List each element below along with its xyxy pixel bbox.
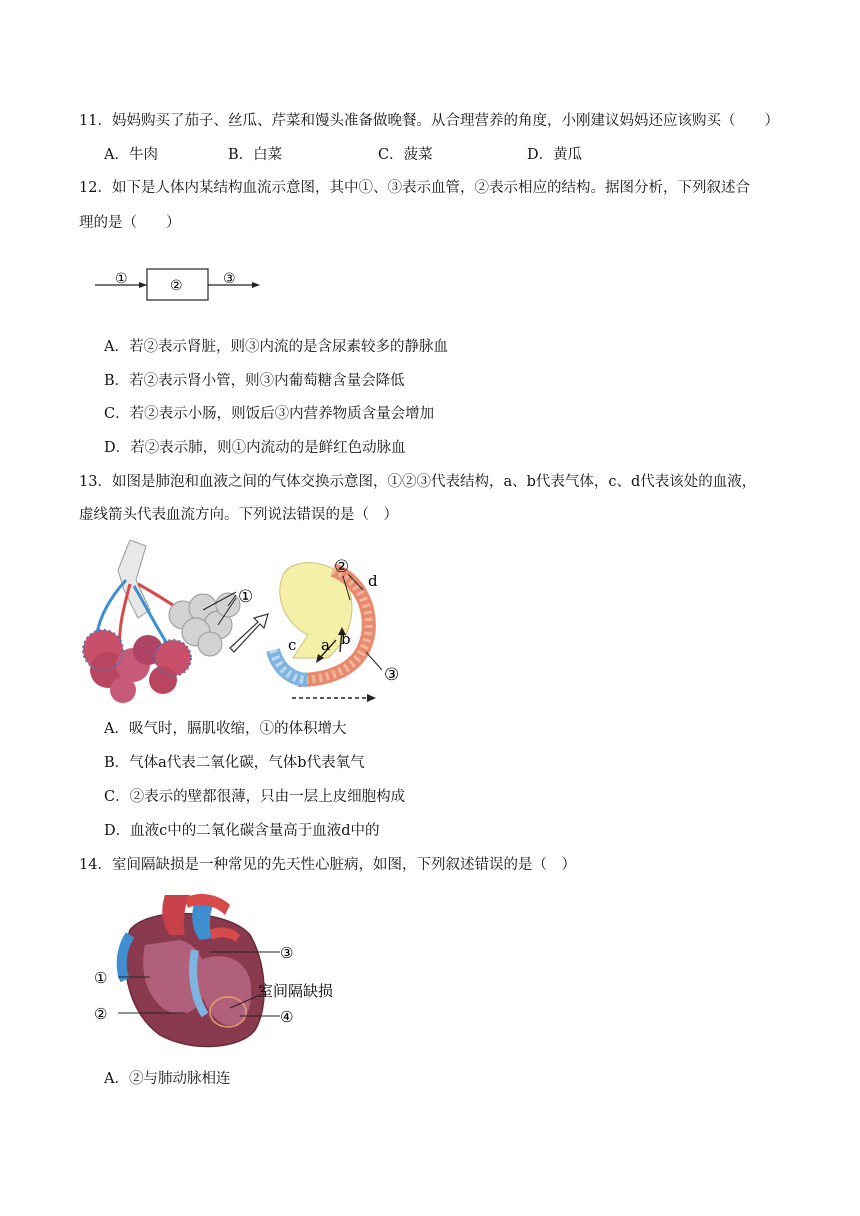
label-2: ② bbox=[94, 1005, 108, 1023]
alveoli-clusters bbox=[83, 630, 191, 703]
label-d: d bbox=[368, 572, 378, 590]
flow-arrow-icon bbox=[367, 694, 376, 702]
label-1: ① bbox=[238, 587, 254, 607]
q12-blood-flow-diagram bbox=[95, 262, 265, 302]
label-b: b bbox=[341, 630, 351, 648]
q12-option-d: D．若②表示肺，则①内流动的是鲜红色动脉血 bbox=[104, 440, 406, 456]
q13-gas-exchange-figure bbox=[78, 540, 418, 710]
label-4: ④ bbox=[280, 1008, 294, 1026]
q12-option-b: B．若②表示肾小管，则③内葡萄糖含量会降低 bbox=[104, 373, 405, 389]
q11-option-d: D．黄瓜 bbox=[527, 147, 583, 163]
q14-heart-figure bbox=[90, 890, 350, 1052]
label-1: ① bbox=[115, 271, 128, 287]
q11-option-c: C．菠菜 bbox=[378, 147, 433, 163]
q11-option-a: A．牛肉 bbox=[104, 147, 158, 163]
label-1: ① bbox=[94, 969, 108, 987]
q11-option-b: B．白菜 bbox=[228, 147, 283, 163]
q12-option-a: A．若②表示肾脏，则③内流的是含尿素较多的静脉血 bbox=[104, 339, 448, 355]
label-2: ② bbox=[334, 557, 350, 577]
heart-illustration bbox=[122, 894, 264, 1046]
arrow-out-icon bbox=[252, 282, 260, 288]
q14-option-a: A．②与肺动脉相连 bbox=[104, 1071, 231, 1087]
label-2: ② bbox=[170, 278, 183, 294]
label-defect: 室间隔缺损 bbox=[258, 982, 334, 1000]
q12-option-c: C．若②表示小肠，则饭后③内营养物质含量会增加 bbox=[104, 406, 435, 422]
label-3: ③ bbox=[223, 271, 236, 287]
q12-stem-line2: 理的是（ ） bbox=[79, 215, 181, 231]
q13-option-b: B．气体a代表二氧化碳，气体b代表氧气 bbox=[104, 755, 365, 771]
label-3: ③ bbox=[280, 944, 294, 962]
q13-stem-line1: 13．如图是肺泡和血液之间的气体交换示意图，①②③代表结构，a、b代表气体，c、d代表该处的血液， bbox=[79, 474, 757, 490]
q13-option-a: A．吸气时，膈肌收缩，①的体积增大 bbox=[104, 721, 347, 737]
zoom-arrow-icon bbox=[230, 614, 268, 652]
q13-stem-line2: 虚线箭头代表血流方向。下列说法错误的是（ ） bbox=[79, 507, 398, 523]
q13-option-d: D．血液c中的二氧化碳含量高于血液d中的 bbox=[104, 823, 380, 839]
label-3: ③ bbox=[384, 665, 400, 685]
arrow-in-icon bbox=[139, 282, 147, 288]
label-c: c bbox=[288, 636, 297, 654]
q12-stem-line1: 12．如下是人体内某结构血流示意图，其中①、③表示血管，②表示相应的结构。据图分析，下列叙述合 bbox=[79, 180, 750, 196]
q13-option-c: C．②表示的壁都很薄，只由一层上皮细胞构成 bbox=[104, 789, 406, 805]
label-a: a bbox=[321, 636, 330, 654]
q14-stem: 14．室间隔缺损是一种常见的先天性心脏病，如图，下列叙述错误的是（ ） bbox=[79, 857, 576, 873]
q11-stem: 11．妈妈购买了茄子、丝瓜、芹菜和馒头准备做晚餐。从合理营养的角度，小刚建议妈妈还应该购买（ ） bbox=[79, 113, 779, 129]
